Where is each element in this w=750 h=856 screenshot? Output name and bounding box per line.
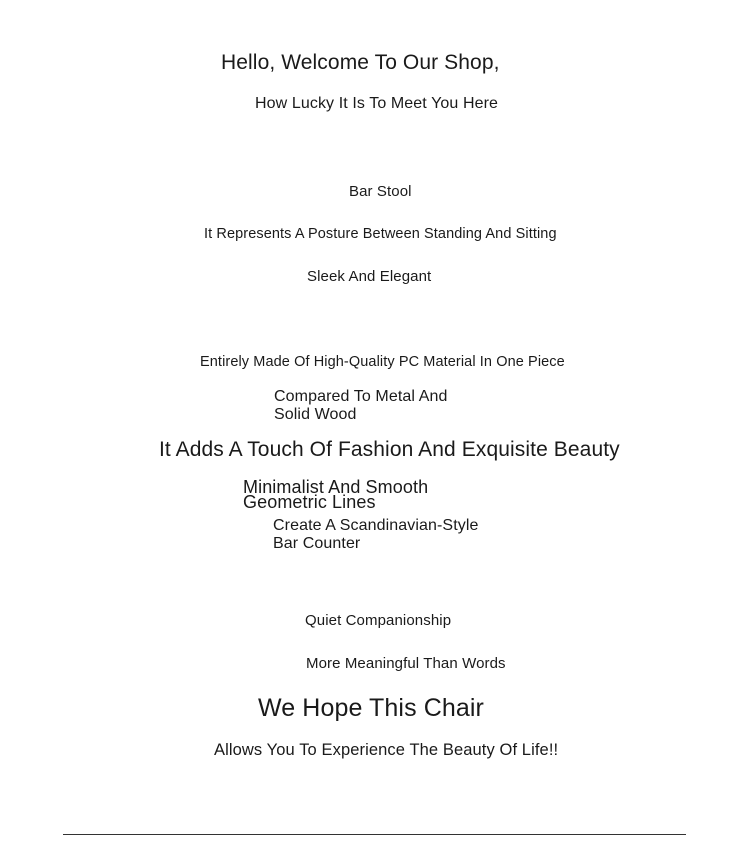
scandinavian-counter-text: Create A Scandinavian-Style Bar Counter [273,517,479,552]
beauty-text: Allows You To Experience The Beauty Of Life!! [214,741,559,759]
fashion-heading: It Adds A Touch Of Fashion And Exquisite Beauty [159,438,620,461]
product-style: Sleek And Elegant [307,268,432,285]
material-text: Entirely Made Of High-Quality PC Material In One Piece [200,354,565,370]
companionship-text: Quiet Companionship [305,612,452,629]
hope-heading: We Hope This Chair [258,694,484,722]
divider [63,834,686,835]
meaning-text: More Meaningful Than Words [306,655,506,672]
comparison-text: Compared To Metal And Solid Wood [274,388,448,423]
product-tagline: It Represents A Posture Between Standing And Sitting [204,226,557,242]
welcome-title: Hello, Welcome To Our Shop, [221,51,500,74]
geometric-lines-text: Minimalist And Smooth Geometric Lines [243,477,429,512]
product-name: Bar Stool [349,183,412,200]
welcome-subtitle: How Lucky It Is To Meet You Here [255,95,499,112]
